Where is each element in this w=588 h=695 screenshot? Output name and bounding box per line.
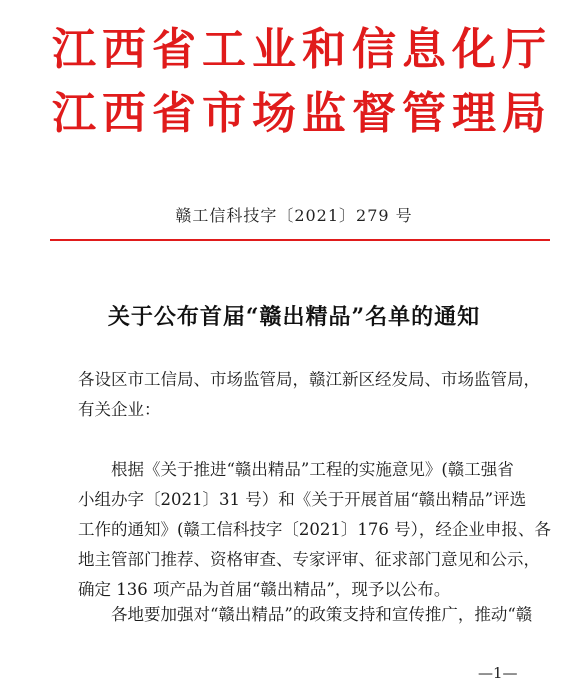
issuing-org-2: 江西省市场监督管理局 <box>52 88 552 139</box>
salutation-line: 各设区市工信局、市场监管局，赣江新区经发局、市场监管局， <box>78 370 540 389</box>
paragraph-line: 各地要加强对“赣出精品”的政策支持和宣传推广，推动“赣 <box>111 605 533 624</box>
paragraph-line: 工作的通知》(赣工信科技字〔2021〕176 号），经企业申报、各 <box>78 520 551 539</box>
paragraph-line: 根据《关于推进“赣出精品”工程的实施意见》(赣工强省 <box>111 460 514 479</box>
document-number: 赣工信科技字〔2021〕279 号 <box>175 206 413 225</box>
paragraph-2 <box>78 600 548 630</box>
paragraph-line: 小组办字〔2021〕31 号）和《关于开展首届“赣出精品”评选 <box>78 490 527 509</box>
paragraph-line: 确定 136 项产品为首届“赣出精品”，现予以公布。 <box>78 580 451 599</box>
paragraph-line: 地主管部门推荐、资格审查、专家评审、征求部门意见和公示， <box>78 550 540 569</box>
paragraph-1 <box>78 455 551 605</box>
salutation <box>78 365 548 425</box>
document-title: 关于公布首届“赣出精品”名单的通知 <box>107 304 481 330</box>
salutation-line: 有关企业： <box>78 400 161 419</box>
red-separator-line <box>50 239 550 241</box>
issuing-org-1: 江西省工业和信息化厅 <box>52 24 552 75</box>
page-number: —1— <box>478 664 518 682</box>
